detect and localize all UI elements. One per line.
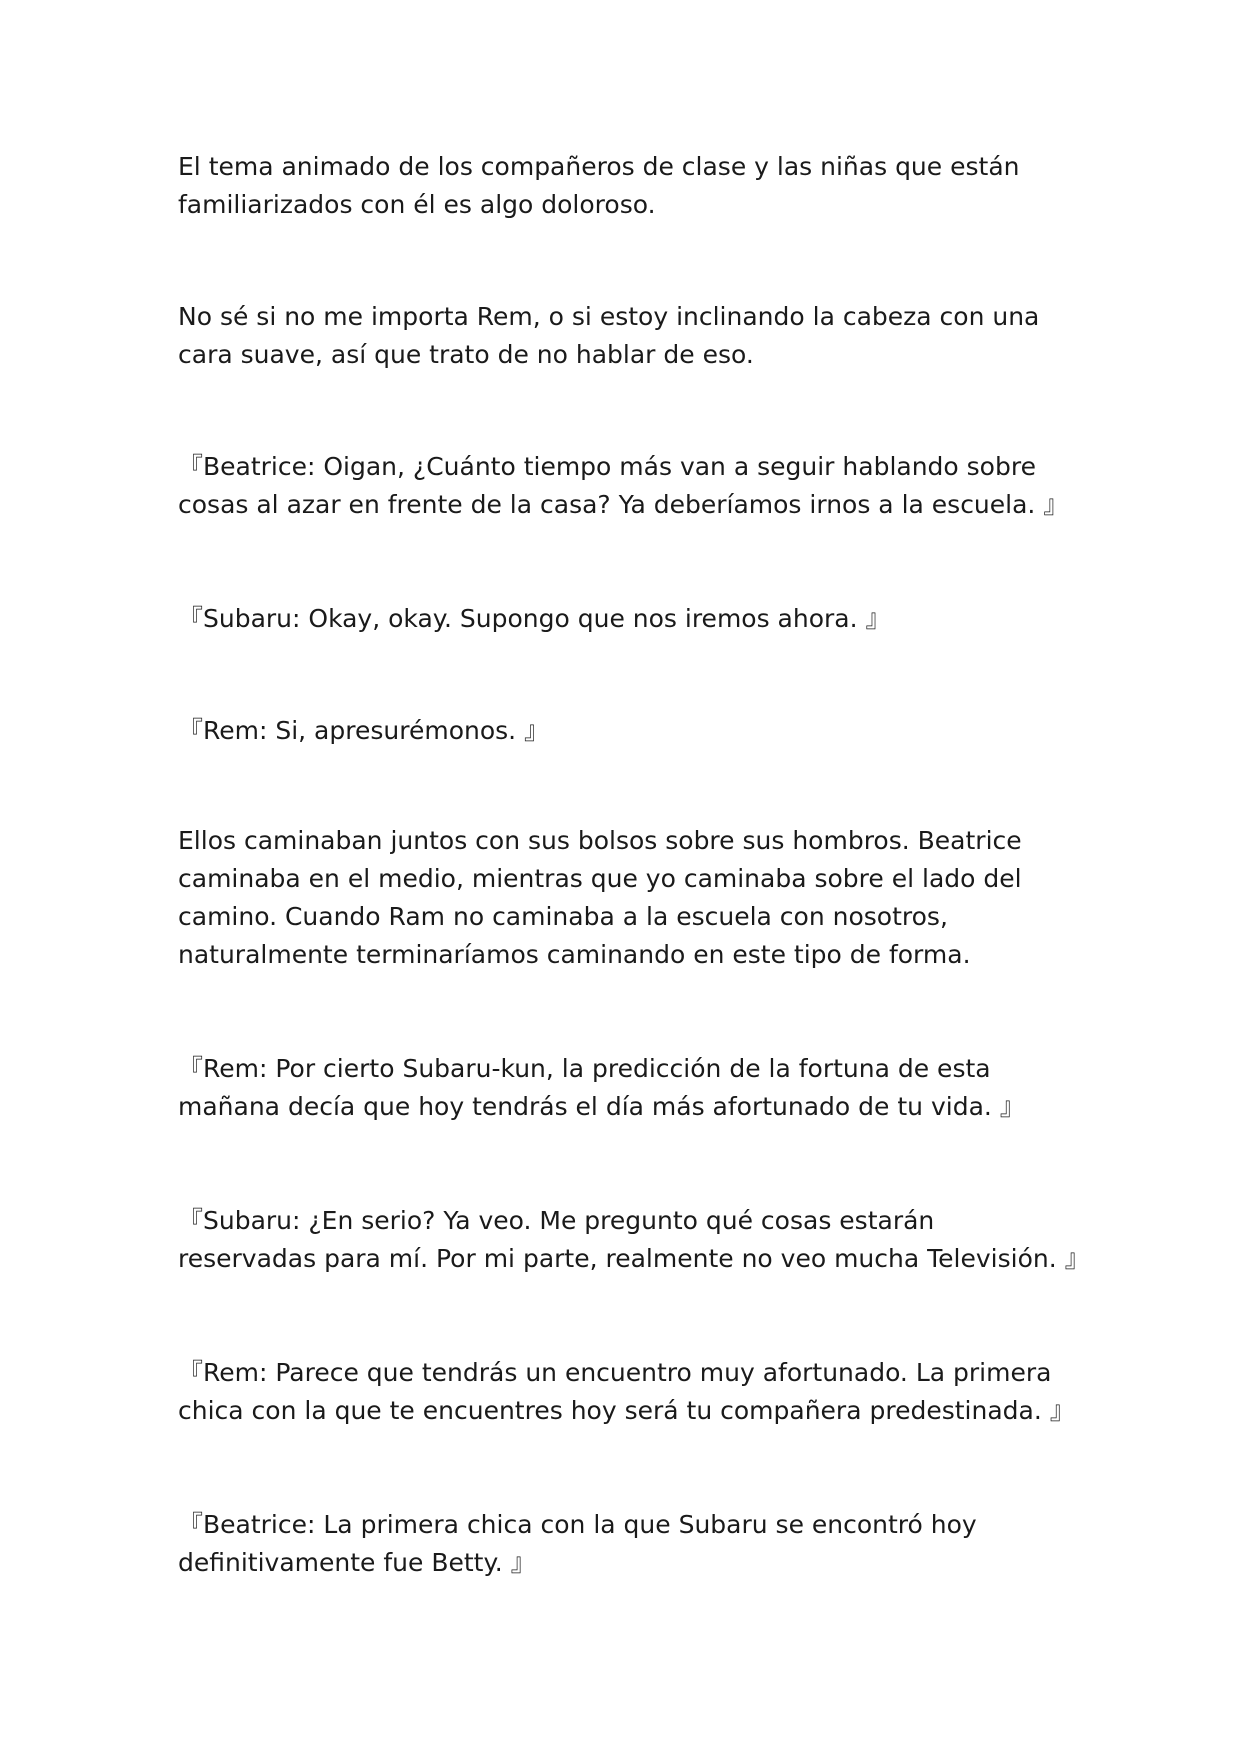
narration-paragraph: Ellos caminaban juntos con sus bolsos sobre sus hombros. Beatrice caminaba en el medio, mientras que yo caminaba sobre el lado del camino. Cuando Ram no caminaba a la escuela con nosotros, naturalmente terminaríamos caminando en este tipo de forma. — [178, 826, 1022, 969]
dialogue-rem: 『Rem: Parece que tendrás un encuentro muy afortunado. La primera chica con la que te encuentres hoy será tu compañera predestinada. 』 — [178, 1358, 1075, 1425]
narration-paragraph: El tema animado de los compañeros de clase y las niñas que están familiarizados con él es algo doloroso. — [178, 152, 1020, 219]
narration-paragraph: No sé si no me importa Rem, o si estoy inclinando la cabeza con una cara suave, así que trato de no hablar de eso. — [178, 302, 1040, 369]
dialogue-subaru: 『Subaru: ¿En serio? Ya veo. Me pregunto qué cosas estarán reservadas para mí. Por mi parte, realmente no veo mucha Televisión. 』 — [178, 1206, 1090, 1273]
dialogue-beatrice: 『Beatrice: Oigan, ¿Cuánto tiempo más van a seguir hablando sobre cosas al azar en frente de la casa? Ya deberíamos irnos a la escuela. 』 — [178, 452, 1069, 519]
dialogue-subaru: 『Subaru: Okay, okay. Supongo que nos iremos ahora. 』 — [178, 604, 891, 633]
dialogue-beatrice: 『Beatrice: La primera chica con la que Subaru se encontró hoy definitivamente fue Betty. 』 — [178, 1510, 977, 1577]
dialogue-rem: 『Rem: Por cierto Subaru-kun, la predicción de la fortuna de esta mañana decía que hoy tendrás el día más afortunado de tu vida. 』 — [178, 1054, 1025, 1121]
dialogue-rem: 『Rem: Si, apresurémonos. 』 — [178, 716, 550, 745]
